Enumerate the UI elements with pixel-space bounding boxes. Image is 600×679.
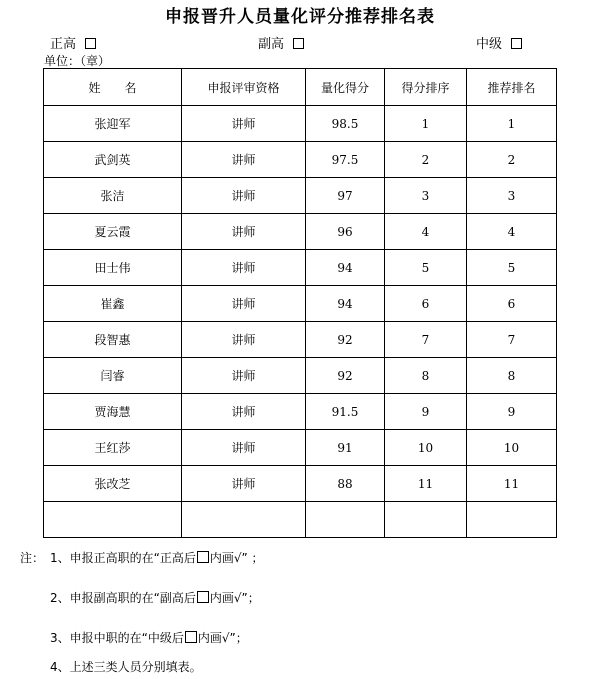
cell-name: 闫睿: [44, 358, 182, 394]
unit-label: 单位：（章）: [44, 54, 111, 68]
table-row: [44, 394, 557, 430]
ranking-table: [43, 68, 557, 538]
cell-qualification: 讲师: [182, 394, 306, 430]
header-recommend-rank: 推荐排名: [467, 69, 557, 106]
table-row: [44, 142, 557, 178]
header-score: 量化得分: [306, 69, 385, 106]
cell-score: 91: [306, 430, 385, 466]
cell-recommend-rank: 6: [467, 286, 557, 322]
cell-qualification: 讲师: [182, 142, 306, 178]
cell-recommend-rank: 11: [467, 466, 557, 502]
level-label: 中级: [476, 37, 503, 52]
checkbox-icon: [197, 551, 209, 563]
level-option-zhenggao[interactable]: [50, 33, 96, 52]
cell-recommend-rank: 3: [467, 178, 557, 214]
table-row: [44, 214, 557, 250]
note-text: 申报中职的在“中级后: [69, 631, 184, 645]
cell-score-order: 10: [385, 430, 467, 466]
note-item: [50, 549, 264, 566]
cell-score: 94: [306, 250, 385, 286]
cell-name: 田士伟: [44, 250, 182, 286]
table-header-row: [44, 69, 557, 106]
cell-name: 段智惠: [44, 322, 182, 358]
cell-recommend-rank: 1: [467, 106, 557, 142]
cell-score-order: 11: [385, 466, 467, 502]
cell-name: 张洁: [44, 178, 182, 214]
table-row: [44, 358, 557, 394]
note-number: 3、: [50, 631, 70, 645]
checkbox-icon: [185, 631, 197, 643]
cell-recommend-rank: 2: [467, 142, 557, 178]
cell-recommend-rank: 7: [467, 322, 557, 358]
note-text: 内画√” ；: [209, 551, 264, 565]
level-checkboxes: [0, 33, 600, 51]
cell-score-order: 5: [385, 250, 467, 286]
cell-name: 贾海慧: [44, 394, 182, 430]
cell-name: [44, 502, 182, 538]
cell-qualification: [182, 502, 306, 538]
checkbox-icon[interactable]: [293, 38, 304, 49]
cell-score: 98.5: [306, 106, 385, 142]
cell-qualification: 讲师: [182, 358, 306, 394]
table-row: [44, 322, 557, 358]
checkbox-icon: [197, 591, 209, 603]
table-row: [44, 430, 557, 466]
table-row: [44, 250, 557, 286]
level-label: 副高: [258, 37, 285, 52]
cell-qualification: 讲师: [182, 106, 306, 142]
cell-score-order: 1: [385, 106, 467, 142]
note-number: 1、: [50, 551, 70, 565]
note-item: [50, 629, 248, 646]
form-title: 申报晋升人员量化评分推荐排名表: [165, 7, 435, 27]
level-option-zhongji[interactable]: [476, 33, 522, 52]
cell-score-order: 7: [385, 322, 467, 358]
cell-score: 88: [306, 466, 385, 502]
cell-name: 武剑英: [44, 142, 182, 178]
table-row: [44, 502, 557, 538]
cell-score: [306, 502, 385, 538]
note-item: [50, 658, 202, 675]
cell-qualification: 讲师: [182, 178, 306, 214]
notes-prefix: 注：: [20, 551, 45, 565]
cell-qualification: 讲师: [182, 250, 306, 286]
header-name: 姓 名: [44, 69, 182, 106]
cell-recommend-rank: [467, 502, 557, 538]
level-option-fugao[interactable]: [258, 33, 304, 52]
note-item: [50, 589, 260, 606]
cell-qualification: 讲师: [182, 214, 306, 250]
note-text: 上述三类人员分别填表。: [69, 660, 202, 674]
table-row: [44, 466, 557, 502]
cell-recommend-rank: 5: [467, 250, 557, 286]
cell-score: 97.5: [306, 142, 385, 178]
cell-score: 92: [306, 322, 385, 358]
cell-score: 91.5: [306, 394, 385, 430]
table-row: [44, 106, 557, 142]
note-number: 2、: [50, 591, 70, 605]
cell-qualification: 讲师: [182, 430, 306, 466]
level-label: 正高: [50, 37, 77, 52]
note-text: 申报正高职的在“正高后: [69, 551, 196, 565]
table-row: [44, 178, 557, 214]
cell-score-order: 3: [385, 178, 467, 214]
cell-qualification: 讲师: [182, 466, 306, 502]
cell-score-order: 8: [385, 358, 467, 394]
header-score-order: 得分排序: [385, 69, 467, 106]
table-row: [44, 286, 557, 322]
checkbox-icon[interactable]: [85, 38, 96, 49]
note-number: 4、: [50, 660, 70, 674]
cell-recommend-rank: 10: [467, 430, 557, 466]
cell-name: 崔鑫: [44, 286, 182, 322]
note-text: 内画√”；: [209, 591, 260, 605]
cell-name: 张改芝: [44, 466, 182, 502]
cell-recommend-rank: 8: [467, 358, 557, 394]
cell-score-order: 2: [385, 142, 467, 178]
cell-name: 夏云霞: [44, 214, 182, 250]
cell-qualification: 讲师: [182, 322, 306, 358]
cell-name: 张迎军: [44, 106, 182, 142]
cell-score: 94: [306, 286, 385, 322]
note-text: 内画√”；: [197, 631, 248, 645]
cell-score-order: 9: [385, 394, 467, 430]
note-text: 申报副高职的在“副高后: [69, 591, 196, 605]
cell-recommend-rank: 4: [467, 214, 557, 250]
cell-score: 96: [306, 214, 385, 250]
cell-score-order: [385, 502, 467, 538]
cell-score-order: 6: [385, 286, 467, 322]
header-qualification: 申报评审资格: [182, 69, 306, 106]
cell-qualification: 讲师: [182, 286, 306, 322]
cell-score: 92: [306, 358, 385, 394]
cell-score: 97: [306, 178, 385, 214]
cell-recommend-rank: 9: [467, 394, 557, 430]
cell-score-order: 4: [385, 214, 467, 250]
cell-name: 王红莎: [44, 430, 182, 466]
checkbox-icon[interactable]: [511, 38, 522, 49]
